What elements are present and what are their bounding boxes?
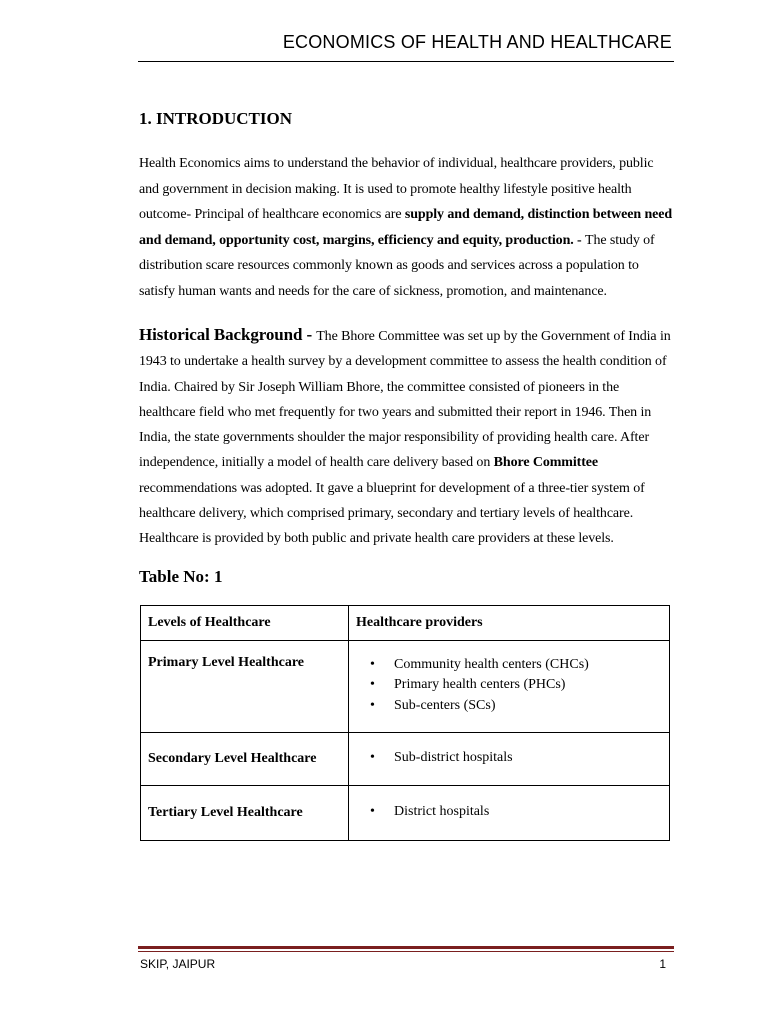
provider-list-item: • Primary health centers (PHCs) xyxy=(370,675,662,696)
footer-rule-thick xyxy=(138,946,674,949)
page-body xyxy=(139,108,673,841)
table-header-levels: Levels of Healthcare xyxy=(141,605,349,640)
providers-list xyxy=(356,748,662,769)
table-cell-level: Primary Level Healthcare xyxy=(141,640,349,732)
page-number: 1 xyxy=(659,957,666,971)
provider-list-item: • Sub-centers (SCs) xyxy=(370,696,662,717)
history-bold-bhore-committee: Bhore Committee xyxy=(493,455,599,471)
table-row xyxy=(141,640,670,732)
header-rule xyxy=(138,61,674,62)
provider-list-item: • Sub-district hospitals xyxy=(370,748,662,769)
table-header-row xyxy=(141,605,670,640)
table-cell-providers xyxy=(349,640,670,732)
table-cell-providers xyxy=(349,732,670,785)
table-cell-level: Secondary Level Healthcare xyxy=(141,732,349,785)
intro-text-1: Health Economics aims to understand the behavior of individual, healthcare providers, public and government in decision making. It is used to promote healthy lifestyle positive health outcome- Principal of healthcare economics are xyxy=(139,156,654,222)
provider-list-item: • District hospitals xyxy=(370,802,662,823)
table-row xyxy=(141,785,670,840)
intro-bold-principles: supply and demand, distinction between need and demand, opportunity cost, margins, efficiency and equity, production. - xyxy=(139,207,673,248)
table-header-providers: Healthcare providers xyxy=(349,605,670,640)
history-text-1: The Bhore Committee was set up by the Government of India in 1943 to undertake a health survey by a development committee to assess the health condition of India. Chaired by Sir Joseph William Bhore, the committee consisted of pioneers in the healthcare field who met frequently for two years and submitted their report in 1946. Then in India, the state governments shoulder the major responsibility of providing health care. After independence, initially a model of health care delivery based on xyxy=(139,329,671,471)
introduction-paragraph xyxy=(139,151,673,304)
page-footer xyxy=(138,946,674,976)
history-text-2: recommendations was adopted. It gave a blueprint for development of a three-tier system of healthcare delivery, which comprised primary, secondary and tertiary levels of healthcare. Healthcare is provided by both public and private health care providers at these levels. xyxy=(139,480,645,547)
section-heading-introduction: 1. INTRODUCTION xyxy=(139,109,293,128)
table-row xyxy=(141,732,670,785)
providers-list xyxy=(356,802,662,823)
table-caption: Table No: 1 xyxy=(139,566,223,586)
intro-text-2: The study of distribution scare resources commonly known as goods and services across a population to satisfy human wants and needs for the care of sickness, promotion, and maintenance. xyxy=(139,232,655,299)
historical-background-paragraph xyxy=(139,322,673,552)
providers-list xyxy=(356,655,662,717)
healthcare-levels-table xyxy=(140,605,670,841)
table-cell-providers xyxy=(349,785,670,840)
footer-institution: SKIP, JAIPUR xyxy=(140,957,216,971)
page-header xyxy=(138,30,674,64)
running-header-title: ECONOMICS OF HEALTH AND HEALTHCARE xyxy=(282,32,672,52)
footer-rule-thin xyxy=(138,951,674,952)
historical-background-heading: Historical Background - xyxy=(139,325,317,344)
provider-list-item: • Community health centers (CHCs) xyxy=(370,655,662,676)
table-cell-level: Tertiary Level Healthcare xyxy=(141,785,349,840)
